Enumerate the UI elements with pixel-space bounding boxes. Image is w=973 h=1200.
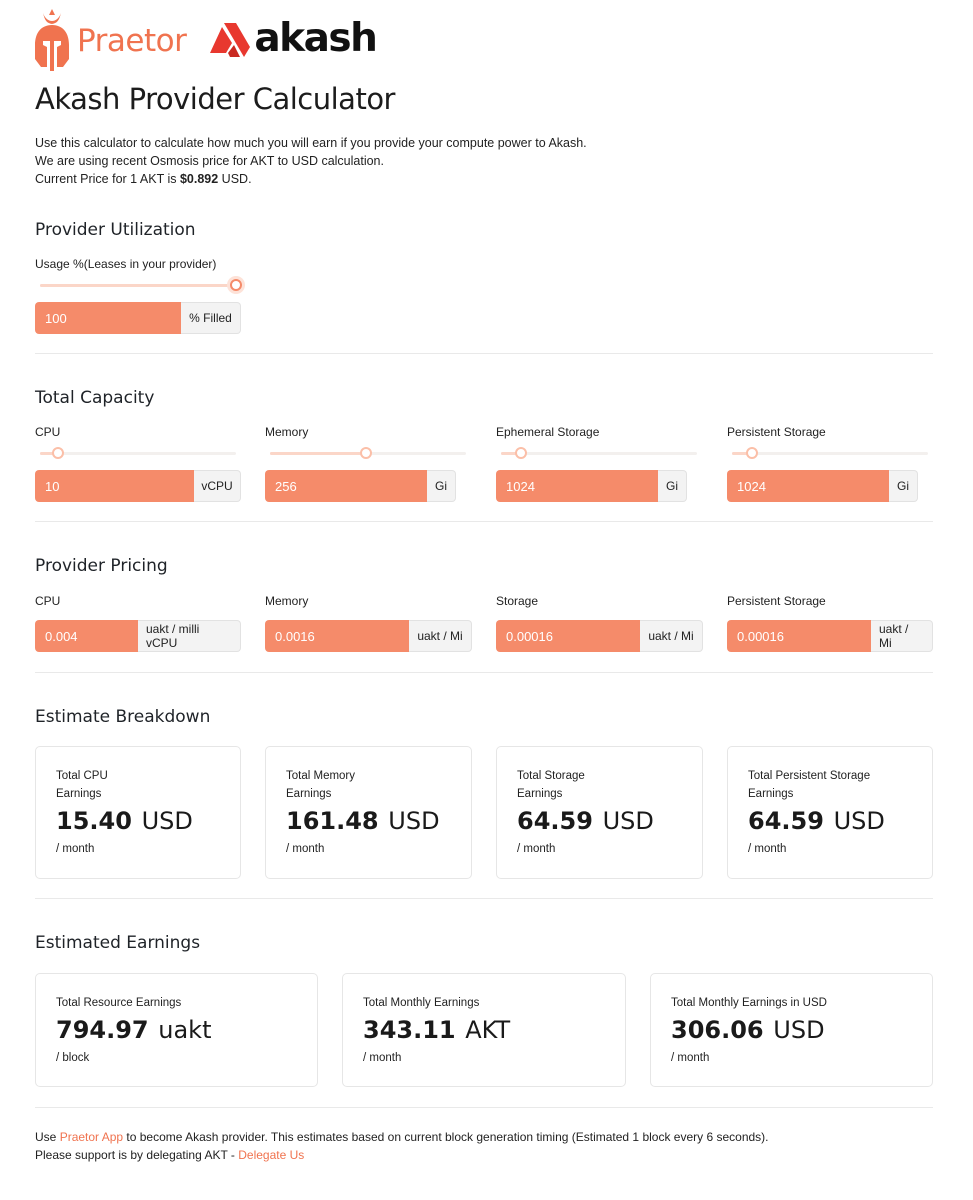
cpu-price-input-group [35, 620, 241, 652]
memory-capacity-unit: Gi [427, 470, 456, 502]
memory-capacity-input-group [265, 470, 456, 502]
slider-thumb[interactable] [746, 447, 758, 459]
capacity-label-ephemeral-storage: Ephemeral Storage [496, 425, 600, 439]
card-label: Total Storage Earnings [517, 770, 585, 800]
card-label: Total Monthly Earnings in USD [671, 997, 827, 1009]
card-period: / month [56, 843, 95, 855]
capacity-label-memory: Memory [265, 425, 309, 439]
section-title-pricing: Provider Pricing [35, 556, 168, 576]
page-title: Akash Provider Calculator [35, 82, 395, 116]
persistent-storage-price-unit: uakt / Mi [871, 620, 933, 652]
praetor-logo[interactable] [35, 9, 186, 71]
cpu-price-input[interactable]: 0.004 [35, 620, 138, 652]
intro-line-3: Current Price for 1 AKT is $0.892 USD. [35, 172, 252, 186]
memory-price-input-group [265, 620, 472, 652]
section-title-earnings: Estimated Earnings [35, 933, 201, 953]
card-value: 64.59 USD [517, 807, 654, 835]
ephemeral-storage-input-group [496, 470, 687, 502]
footer-text [35, 1128, 769, 1164]
akash-mark-icon [210, 23, 250, 57]
card-period: / month [748, 843, 787, 855]
footer-line-2: Please support is by delegating AKT - Delegate Us [35, 1148, 305, 1162]
card-value: 306.06 USD [671, 1016, 825, 1044]
akash-wordmark: akash [254, 15, 377, 61]
memory-price-unit: uakt / Mi [409, 620, 472, 652]
memory-price-input[interactable]: 0.0016 [265, 620, 409, 652]
slider-thumb[interactable] [360, 447, 372, 459]
delegate-us-link[interactable]: Delegate Us [238, 1148, 305, 1162]
cpu-capacity-input[interactable]: 10 [35, 470, 194, 502]
praetor-wordmark: Praetor [77, 23, 187, 59]
usage-slider[interactable] [40, 279, 236, 291]
usage-label: Usage %(Leases in your provider) [35, 257, 217, 271]
akt-price: $0.892 [179, 172, 219, 186]
card-period: / month [517, 843, 556, 855]
pricing-label-memory: Memory [265, 594, 309, 608]
pricing-label-persistent-storage: Persistent Storage [727, 594, 826, 608]
pricing-label-cpu: CPU [35, 594, 61, 608]
storage-price-input-group [496, 620, 703, 652]
akash-logo[interactable] [210, 15, 377, 61]
slider-thumb[interactable] [230, 279, 242, 291]
card-value: 343.11 AKT [363, 1016, 511, 1044]
cpu-price-unit: uakt / milli vCPU [138, 620, 241, 652]
capacity-label-persistent-storage: Persistent Storage [727, 425, 826, 439]
cpu-earnings-card [35, 746, 241, 879]
persistent-storage-earnings-card [727, 746, 933, 879]
section-title-capacity: Total Capacity [35, 388, 155, 408]
card-value: 794.97 uakt [56, 1016, 212, 1044]
header-logos [35, 8, 376, 72]
slider-thumb[interactable] [52, 447, 64, 459]
helmet-icon [35, 9, 69, 71]
usage-input[interactable]: 100 [35, 302, 181, 334]
card-label: Total Memory Earnings [286, 770, 356, 800]
section-title-utilization: Provider Utilization [35, 220, 196, 240]
section-title-breakdown: Estimate Breakdown [35, 707, 211, 727]
card-label: Total Resource Earnings [56, 997, 182, 1009]
persistent-storage-input-group [727, 470, 918, 502]
card-value: 161.48 USD [286, 807, 440, 835]
intro-line-1: Use this calculator to calculate how much you will earn if you provide your compute power to Akash. [35, 136, 587, 150]
card-period: / month [286, 843, 325, 855]
card-value: 64.59 USD [748, 807, 885, 835]
usage-unit: % Filled [181, 302, 241, 334]
memory-capacity-input[interactable]: 256 [265, 470, 427, 502]
storage-price-input[interactable]: 0.00016 [496, 620, 640, 652]
intro-text [35, 134, 587, 188]
cpu-capacity-unit: vCPU [194, 470, 241, 502]
cpu-capacity-slider[interactable] [40, 447, 236, 459]
divider [35, 521, 933, 522]
ephemeral-storage-input[interactable]: 1024 [496, 470, 658, 502]
pricing-label-storage: Storage [496, 594, 539, 608]
card-label: Total Monthly Earnings [363, 997, 480, 1009]
persistent-storage-price-input-group [727, 620, 933, 652]
memory-earnings-card [265, 746, 472, 879]
ephemeral-storage-slider[interactable] [501, 447, 697, 459]
divider [35, 1107, 933, 1108]
persistent-storage-unit: Gi [889, 470, 918, 502]
storage-price-unit: uakt / Mi [640, 620, 703, 652]
card-label: Total Persistent Storage Earnings [748, 770, 871, 800]
cpu-capacity-input-group [35, 470, 241, 502]
persistent-storage-input[interactable]: 1024 [727, 470, 889, 502]
persistent-storage-slider[interactable] [732, 447, 928, 459]
card-period: / month [671, 1052, 710, 1064]
ephemeral-storage-unit: Gi [658, 470, 687, 502]
divider [35, 672, 933, 673]
praetor-app-link[interactable]: Praetor App [59, 1130, 124, 1144]
divider [35, 353, 933, 354]
card-label: Total CPU Earnings [56, 770, 108, 800]
persistent-storage-price-input[interactable]: 0.00016 [727, 620, 871, 652]
card-period: / block [56, 1052, 90, 1064]
divider [35, 898, 933, 899]
capacity-label-cpu: CPU [35, 425, 61, 439]
monthly-earnings-card [342, 973, 626, 1087]
card-value: 15.40 USD [56, 807, 193, 835]
intro-line-2: We are using recent Osmosis price for AKT to USD calculation. [35, 154, 384, 168]
monthly-usd-earnings-card [650, 973, 933, 1087]
usage-input-group [35, 302, 241, 334]
footer-line-1: Use Praetor App to become Akash provider. This estimates based on current block generation timing (Estimated 1 block every 6 seconds). [35, 1130, 769, 1144]
card-period: / month [363, 1052, 402, 1064]
resource-earnings-card [35, 973, 318, 1087]
slider-thumb[interactable] [515, 447, 527, 459]
storage-earnings-card [496, 746, 703, 879]
memory-capacity-slider[interactable] [270, 447, 466, 459]
